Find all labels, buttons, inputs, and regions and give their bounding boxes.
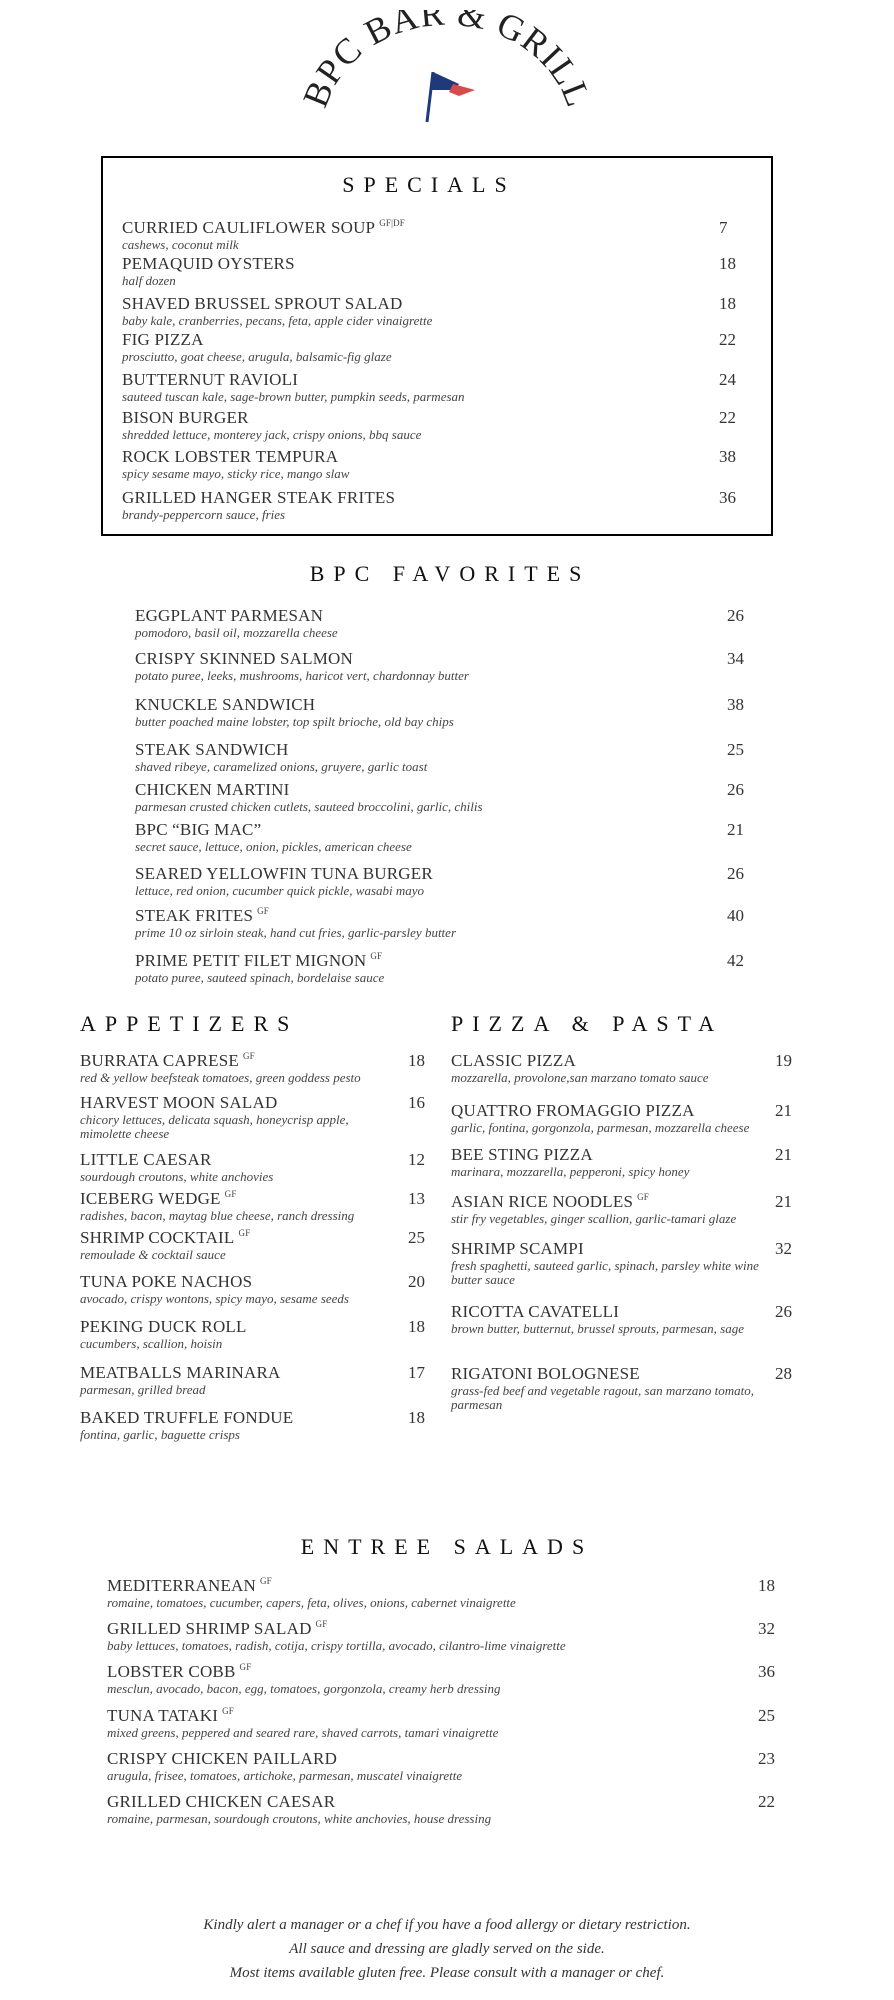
item-name-text: BUTTERNUT RAVIOLI (122, 370, 299, 389)
menu-item-name (122, 408, 642, 428)
menu-item-description: avocado, crispy wontons, spicy mayo, sesame seeds (80, 1291, 349, 1306)
item-name-text: BPC “BIG MAC” (135, 820, 262, 839)
menu-item-description: stir fry vegetables, ginger scallion, garlic-tamari glaze (451, 1211, 737, 1226)
menu-item-name (107, 1792, 727, 1812)
menu-item-crispy-skinned-salmon (135, 649, 695, 683)
menu-item-rock-lobster-tempura (122, 447, 642, 481)
menu-item-name (80, 1093, 380, 1113)
menu-item-description: red & yellow beefsteak tomatoes, green goddess pesto (80, 1070, 361, 1085)
menu-item-price: 28 (775, 1364, 792, 1383)
menu-item-price: 18 (408, 1051, 425, 1070)
item-name-text: SHRIMP COCKTAIL (80, 1228, 235, 1247)
menu-item-description: mozzarella, provolone,san marzano tomato sauce (451, 1070, 709, 1085)
menu-item-name (80, 1363, 380, 1383)
menu-item-description: brown butter, butternut, brussel sprouts, parmesan, sage (451, 1321, 744, 1336)
menu-item-name (80, 1272, 380, 1292)
menu-item-price: 18 (408, 1317, 425, 1336)
menu-item-pemaquid-oysters (122, 254, 642, 288)
menu-item-description: radishes, bacon, maytag blue cheese, ranch dressing (80, 1208, 355, 1223)
menu-item-bison-burger (122, 408, 642, 442)
menu-item-description: remoulade & cocktail sauce (80, 1247, 226, 1262)
menu-item-prime-petit-filet-mignon (135, 951, 695, 985)
menu-item-name (451, 1192, 761, 1212)
item-name-text: HARVEST MOON SALAD (80, 1093, 278, 1112)
menu-item-name (80, 1051, 380, 1071)
item-name-text: CHICKEN MARTINI (135, 780, 290, 799)
menu-item-name (80, 1189, 380, 1209)
menu-item-description: lettuce, red onion, cucumber quick pickle, wasabi mayo (135, 883, 425, 898)
menu-item-name (80, 1408, 380, 1428)
menu-item-name (135, 649, 695, 669)
menu-item-price: 26 (727, 780, 744, 799)
menu-item-name (135, 951, 695, 971)
item-name-text: ICEBERG WEDGE (80, 1189, 221, 1208)
menu-item-name (122, 294, 642, 314)
menu-item-bpc-big-mac (135, 820, 695, 854)
item-name-text: GRILLED CHICKEN CAESAR (107, 1792, 336, 1811)
menu-item-price: 23 (758, 1749, 775, 1768)
menu-item-name (451, 1302, 761, 1322)
dietary-tag: GF (259, 1576, 272, 1587)
menu-item-description: half dozen (122, 273, 176, 288)
item-name-text: ROCK LOBSTER TEMPURA (122, 447, 339, 466)
menu-item-steak-sandwich (135, 740, 695, 774)
menu-item-price: 40 (727, 906, 744, 925)
item-name-text: LITTLE CAESAR (80, 1150, 212, 1169)
menu-item-description: secret sauce, lettuce, onion, pickles, american cheese (135, 839, 412, 854)
item-name-text: CLASSIC PIZZA (451, 1051, 576, 1070)
menu-item-name (135, 740, 695, 760)
menu-item-name (451, 1051, 761, 1071)
item-name-text: PEKING DUCK ROLL (80, 1317, 247, 1336)
menu-item-description: grass-fed beef and vegetable ragout, san marzano tomato, parmesan (451, 1383, 754, 1412)
menu-item-description: arugula, frisee, tomatoes, artichoke, parmesan, muscatel vinaigrette (107, 1768, 463, 1783)
menu-item-name (135, 864, 695, 884)
item-name-text: QUATTRO FROMAGGIO PIZZA (451, 1101, 695, 1120)
menu-item-asian-rice-noodles (451, 1192, 761, 1226)
menu-item-name (451, 1101, 761, 1121)
menu-item-name (107, 1749, 727, 1769)
menu-item-fig-pizza (122, 330, 642, 364)
dietary-tag: GF (637, 1192, 650, 1203)
gluten-free-notice: Most items available gluten free. Please consult with a manager or chef. (229, 1965, 665, 1981)
menu-item-description: shaved ribeye, caramelized onions, gruyere, garlic toast (135, 759, 428, 774)
menu-item-bee-sting-pizza (451, 1145, 761, 1179)
logo (297, 10, 597, 160)
item-name-text: MEDITERRANEAN (107, 1576, 256, 1595)
menu-item-description: butter poached maine lobster, top spilt brioche, old bay chips (135, 714, 454, 729)
menu-item-description: spicy sesame mayo, sticky rice, mango slaw (122, 466, 350, 481)
item-name-text: KNUCKLE SANDWICH (135, 695, 316, 714)
menu-item-description: potato puree, leeks, mushrooms, haricot vert, chardonnay butter (135, 668, 469, 683)
menu-item-burrata-caprese (80, 1051, 380, 1085)
item-name-text: BISON BURGER (122, 408, 249, 427)
dietary-tag: GF (224, 1189, 237, 1200)
menu-item-description: mesclun, avocado, bacon, egg, tomatoes, gorgonzola, creamy herb dressing (107, 1681, 501, 1696)
menu-item-description: cashews, coconut milk (122, 237, 239, 252)
menu-item-description: pomodoro, basil oil, mozzarella cheese (135, 625, 338, 640)
appetizers-title: APPETIZERS (80, 1011, 299, 1036)
menu-item-price: 26 (727, 606, 744, 625)
menu-item-name (135, 780, 695, 800)
menu-item-description: prosciutto, goat cheese, arugula, balsamic-fig glaze (122, 349, 392, 364)
menu-item-price: 21 (775, 1145, 792, 1164)
menu-item-steak-frites (135, 906, 695, 940)
entree-salads-title: ENTREE SALADS (300, 1534, 594, 1559)
menu-item-ricotta-cavatelli (451, 1302, 761, 1336)
item-name-text: EGGPLANT PARMESAN (135, 606, 324, 625)
menu-item-description: baby lettuces, tomatoes, radish, cotija, crispy tortilla, avocado, cilantro-lime vinaigrette (107, 1638, 566, 1653)
item-name-text: CURRIED CAULIFLOWER SOUP (122, 218, 376, 237)
menu-item-name (135, 820, 695, 840)
menu-item-price: 24 (719, 370, 736, 389)
menu-item-description: garlic, fontina, gorgonzola, parmesan, mozzarella cheese (451, 1120, 750, 1135)
menu-item-name (135, 906, 695, 926)
menu-item-grilled-shrimp-salad (107, 1619, 727, 1653)
menu-item-description: marinara, mozzarella, pepperoni, spicy honey (451, 1164, 690, 1179)
menu-item-grilled-hanger-steak-frites (122, 488, 642, 522)
menu-item-little-caesar (80, 1150, 380, 1184)
item-name-text: GRILLED HANGER STEAK FRITES (122, 488, 396, 507)
menu-item-price: 18 (719, 294, 736, 313)
item-name-text: BEE STING PIZZA (451, 1145, 593, 1164)
menu-item-description: fontina, garlic, baguette crisps (80, 1427, 240, 1442)
item-name-text: CRISPY SKINNED SALMON (135, 649, 353, 668)
item-name-text: SHAVED BRUSSEL SPROUT SALAD (122, 294, 403, 313)
menu-item-price: 20 (408, 1272, 425, 1291)
menu-item-shrimp-cocktail (80, 1228, 380, 1262)
menu-item-description: prime 10 oz sirloin steak, hand cut fries, garlic-parsley butter (135, 925, 457, 940)
menu-item-crispy-chicken-paillard (107, 1749, 727, 1783)
menu-item-name (80, 1228, 380, 1248)
menu-item-name (122, 370, 642, 390)
logo-svg (297, 10, 597, 160)
menu-item-shrimp-scampi (451, 1239, 761, 1287)
menu-item-name (135, 606, 695, 626)
allergy-notice: Kindly alert a manager or a chef if you have a food allergy or dietary restriction. (203, 1917, 691, 1933)
menu-item-price: 16 (408, 1093, 425, 1112)
menu-item-price: 38 (727, 695, 744, 714)
menu-item-price: 22 (719, 408, 736, 427)
favorites-title: BPC FAVORITES (309, 561, 591, 586)
menu-item-price: 32 (758, 1619, 775, 1638)
menu-item-price: 7 (719, 218, 728, 237)
specials-title: SPECIALS (342, 172, 516, 197)
item-name-text: CRISPY CHICKEN PAILLARD (107, 1749, 338, 1768)
menu-item-name (451, 1145, 761, 1165)
menu-item-price: 22 (758, 1792, 775, 1811)
menu-item-price: 25 (758, 1706, 775, 1725)
item-name-text: RICOTTA CAVATELLI (451, 1302, 620, 1321)
menu-item-name (122, 447, 642, 467)
menu-item-chicken-martini (135, 780, 695, 814)
menu-item-quattro-fromaggio-pizza (451, 1101, 761, 1135)
menu-item-tuna-tataki (107, 1706, 727, 1740)
menu-item-iceberg-wedge (80, 1189, 380, 1223)
item-name-text: STEAK SANDWICH (135, 740, 289, 759)
flag-icon (427, 72, 475, 122)
menu-item-eggplant-parmesan (135, 606, 695, 640)
item-name-text: FIG PIZZA (122, 330, 204, 349)
menu-item-name (451, 1364, 761, 1384)
menu-item-tuna-poke-nachos (80, 1272, 380, 1306)
menu-item-price: 32 (775, 1239, 792, 1258)
dietary-tag: GF (238, 1228, 251, 1239)
menu-item-harvest-moon-salad (80, 1093, 380, 1141)
menu-item-price: 25 (727, 740, 744, 759)
dietary-tag: GF (257, 906, 270, 917)
menu-item-price: 26 (775, 1302, 792, 1321)
menu-item-description: mixed greens, peppered and seared rare, shaved carrots, tamari vinaigrette (107, 1725, 499, 1740)
item-name-text: BURRATA CAPRESE (80, 1051, 239, 1070)
menu-item-name (122, 488, 642, 508)
menu-item-description: cucumbers, scallion, hoisin (80, 1336, 223, 1351)
logo-text: BPC BAR & GRILL (297, 10, 597, 113)
menu-item-description: brandy-peppercorn sauce, fries (122, 507, 286, 522)
menu-item-name (107, 1706, 727, 1726)
menu-item-price: 36 (719, 488, 736, 507)
menu-item-price: 34 (727, 649, 744, 668)
menu-item-name (107, 1619, 727, 1639)
pizza-pasta-title: PIZZA & PASTA (451, 1011, 724, 1036)
menu-item-name (122, 218, 642, 238)
menu-item-description: fresh spaghetti, sauteed garlic, spinach, parsley white wine butter sauce (451, 1258, 759, 1287)
menu-item-description: shredded lettuce, monterey jack, crispy onions, bbq sauce (122, 427, 422, 442)
menu-item-price: 12 (408, 1150, 425, 1169)
item-name-text: TUNA TATAKI (107, 1706, 219, 1725)
dietary-tag: GF (222, 1706, 234, 1717)
menu-item-grilled-chicken-caesar (107, 1792, 727, 1826)
dietary-tag: GF|DF (379, 218, 406, 229)
item-name-text: BAKED TRUFFLE FONDUE (80, 1408, 294, 1427)
menu-item-name (122, 254, 642, 274)
menu-item-name (80, 1317, 380, 1337)
menu-item-name (135, 695, 695, 715)
item-name-text: PRIME PETIT FILET MIGNON (135, 951, 367, 970)
menu-item-name (122, 330, 642, 350)
menu-item-description: sauteed tuscan kale, sage-brown butter, pumpkin seeds, parmesan (122, 389, 465, 404)
menu-item-description: sourdough croutons, white anchovies (80, 1169, 274, 1184)
item-name-text: GRILLED SHRIMP SALAD (107, 1619, 312, 1638)
menu-item-peking-duck-roll (80, 1317, 380, 1351)
menu-item-price: 13 (408, 1189, 425, 1208)
menu-item-price: 26 (727, 864, 744, 883)
menu-item-knuckle-sandwich (135, 695, 695, 729)
dietary-tag: GF (370, 951, 383, 962)
menu-item-curried-cauliflower-soup (122, 218, 642, 252)
menu-item-price: 25 (408, 1228, 425, 1247)
dietary-tag: GF (239, 1662, 252, 1673)
menu-item-description: romaine, parmesan, sourdough croutons, white anchovies, house dressing (107, 1811, 492, 1826)
item-name-text: SEARED YELLOWFIN TUNA BURGER (135, 864, 433, 883)
menu-item-butternut-ravioli (122, 370, 642, 404)
menu-item-price: 21 (727, 820, 744, 839)
item-name-text: SHRIMP SCAMPI (451, 1239, 584, 1258)
menu-item-name (107, 1576, 727, 1596)
menu-item-lobster-cobb (107, 1662, 727, 1696)
dietary-tag: GF (315, 1619, 328, 1630)
menu-item-meatballs-marinara (80, 1363, 380, 1397)
menu-item-baked-truffle-fondue (80, 1408, 380, 1442)
menu-item-shaved-brussel-sprout-salad (122, 294, 642, 328)
menu-item-price: 19 (775, 1051, 792, 1070)
sauce-notice: All sauce and dressing are gladly served on the side. (289, 1941, 605, 1957)
menu-item-description: potato puree, sauteed spinach, bordelaise sauce (135, 970, 385, 985)
menu-item-rigatoni-bolognese (451, 1364, 761, 1412)
item-name-text: ASIAN RICE NOODLES (451, 1192, 634, 1211)
menu-item-description: chicory lettuces, delicata squash, honeycrisp apple, mimolette cheese (80, 1112, 349, 1141)
menu-item-name (80, 1150, 380, 1170)
menu-item-price: 22 (719, 330, 736, 349)
menu-item-mediterranean (107, 1576, 727, 1610)
item-name-text: STEAK FRITES (135, 906, 254, 925)
item-name-text: PEMAQUID OYSTERS (122, 254, 295, 273)
menu-item-description: romaine, tomatoes, cucumber, capers, feta, olives, onions, cabernet vinaigrette (107, 1595, 516, 1610)
menu-item-classic-pizza (451, 1051, 761, 1085)
menu-item-name (451, 1239, 761, 1259)
dietary-tag: GF (242, 1051, 255, 1062)
item-name-text: TUNA POKE NACHOS (80, 1272, 253, 1291)
menu-item-price: 42 (727, 951, 744, 970)
menu-item-description: baby kale, cranberries, pecans, feta, apple cider vinaigrette (122, 313, 433, 328)
menu-item-price: 18 (758, 1576, 775, 1595)
item-name-text: LOBSTER COBB (107, 1662, 236, 1681)
menu-item-description: parmesan crusted chicken cutlets, sauteed broccolini, garlic, chilis (135, 799, 483, 814)
item-name-text: MEATBALLS MARINARA (80, 1363, 281, 1382)
menu-item-seared-yellowfin-tuna-burger (135, 864, 695, 898)
menu-item-price: 17 (408, 1363, 425, 1382)
menu-item-price: 38 (719, 447, 736, 466)
menu-item-price: 21 (775, 1101, 792, 1120)
item-name-text: RIGATONI BOLOGNESE (451, 1364, 640, 1383)
menu-item-price: 18 (408, 1408, 425, 1427)
menu-item-price: 18 (719, 254, 736, 273)
menu-item-price: 36 (758, 1662, 775, 1681)
menu-item-price: 21 (775, 1192, 792, 1211)
menu-item-description: parmesan, grilled bread (80, 1382, 206, 1397)
menu-item-name (107, 1662, 727, 1682)
